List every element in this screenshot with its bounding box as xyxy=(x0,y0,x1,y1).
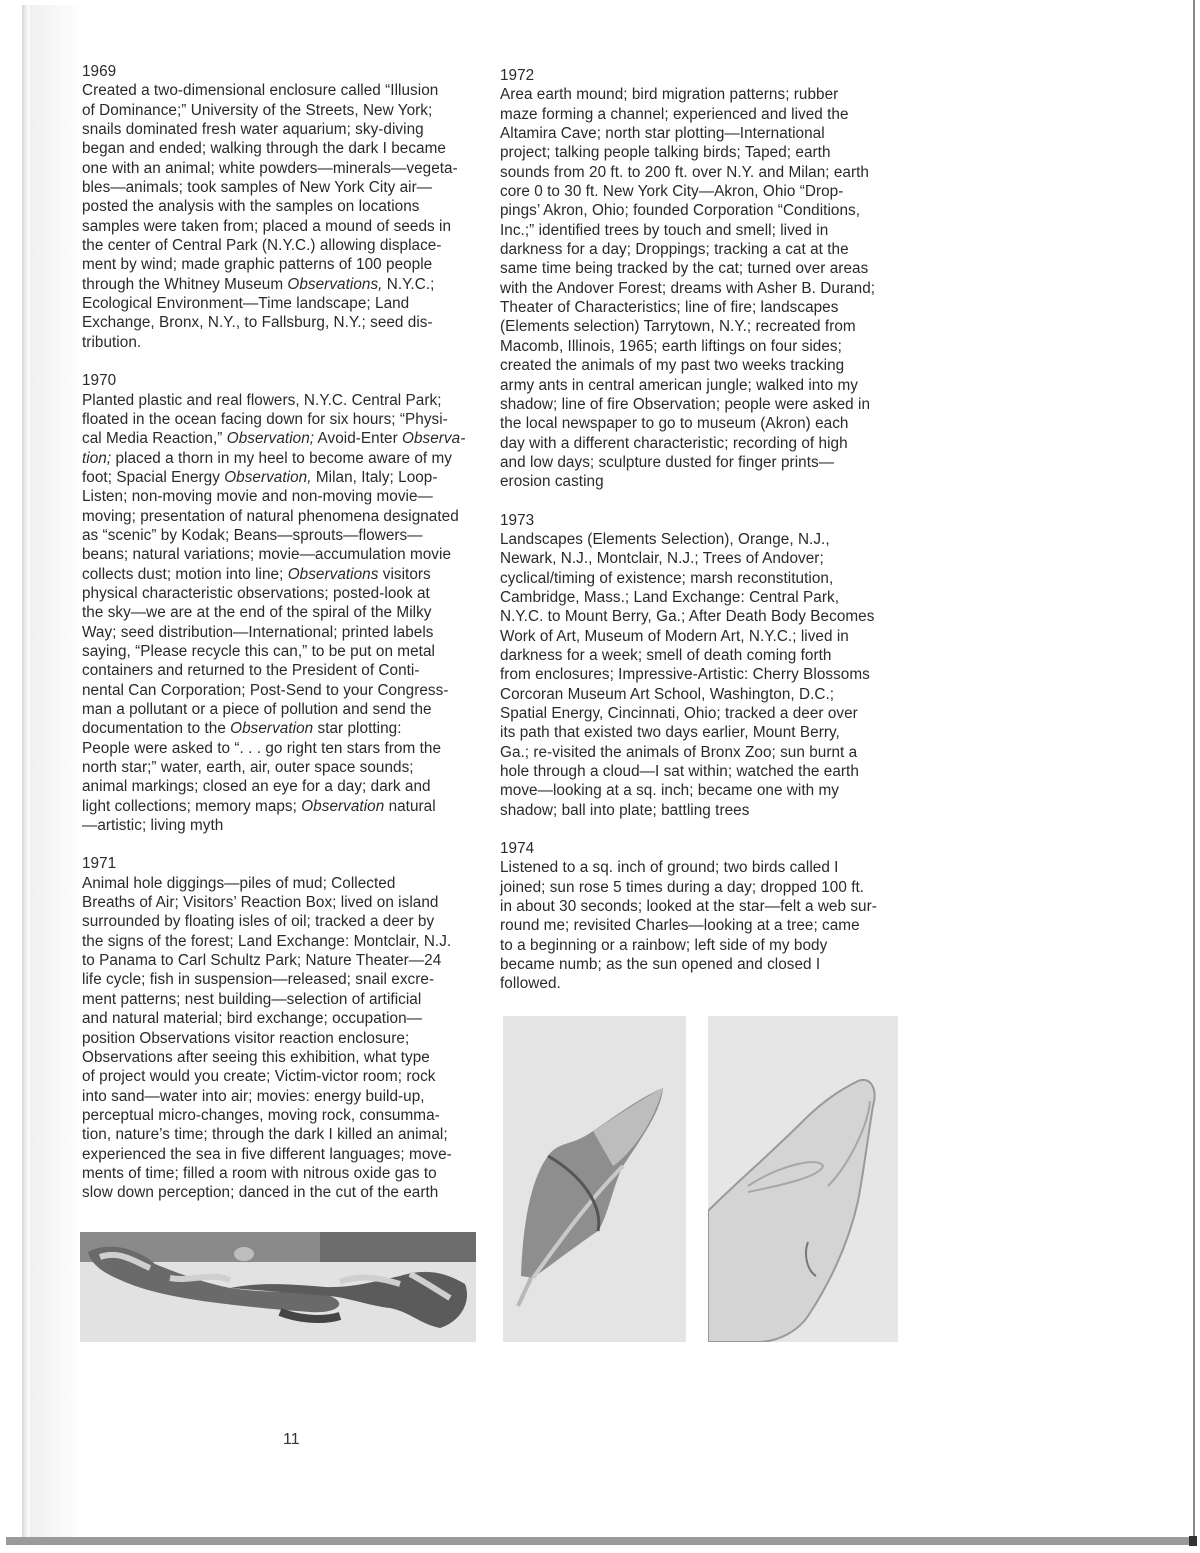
entry-text-line: followed. xyxy=(500,975,561,993)
chronology-entry-1973 xyxy=(500,511,912,821)
entry-text-line: north star;” water, earth, air, outer space sounds; xyxy=(82,759,414,777)
entry-text-line: nental Can Corporation; Post-Send to your Congress- xyxy=(82,681,449,699)
entry-text-line: position Observations visitor reaction enclosure; xyxy=(82,1029,410,1047)
entry-text-line: the sky—we are at the end of the spiral of the Milky xyxy=(82,604,432,622)
sculpture-image-icon xyxy=(80,1232,476,1342)
entry-text-line: life cycle; fish in suspension—released; snail excre- xyxy=(82,971,435,989)
entry-text-line: cyclical/timing of existence; marsh reconstitution, xyxy=(500,569,834,587)
entry-text-line: beans; natural variations; movie—accumulation movie xyxy=(82,546,452,564)
entry-text-line: Spatial Energy, Cincinnati, Ohio; tracked a deer over xyxy=(500,705,858,722)
entry-text-line: move—looking at a sq. inch; became one with my xyxy=(500,782,839,800)
leaf-image-icon xyxy=(503,1016,686,1342)
entry-text-line: one with an animal; white powders—minerals—vegeta- xyxy=(82,159,458,177)
page-right-edge xyxy=(1193,0,1195,1545)
chronology-entry-1972 xyxy=(500,66,912,492)
entry-year: 1972 xyxy=(500,67,535,84)
entry-text-line: army ants in central american jungle; walked into my xyxy=(500,376,858,394)
entry-text-line: to a beginning or a rainbow; left side of my body xyxy=(500,936,828,954)
entry-text-line: People were asked to “. . . go right ten stars from the xyxy=(82,739,441,757)
entry-text-line: foot; Spacial Energy Observation, Milan, Italy; Loop- xyxy=(82,468,438,486)
entry-text-line: floated in the ocean facing down for six hours; “Physi- xyxy=(82,410,448,428)
entry-text-line: tribution. xyxy=(82,333,142,351)
entry-text-line: tion, nature’s time; through the dark I killed an animal; xyxy=(82,1126,448,1144)
page-binding-edge xyxy=(22,5,30,1545)
hand-photo xyxy=(708,1016,898,1342)
entry-text-line: its path that existed two days earlier, Mount Berry, xyxy=(500,724,840,742)
entry-text-line: sounds from 20 ft. to 200 ft. over N.Y. and Milan; earth xyxy=(500,163,869,181)
entry-text-line: from enclosures; Impressive-Artistic: Cherry Blossoms xyxy=(500,666,870,684)
page-bottom-margin xyxy=(6,1545,1200,1553)
entry-text-line: Way; seed distribution—International; printed labels xyxy=(82,623,434,641)
entry-text-line: same time being tracked by the cat; turned over areas xyxy=(500,260,869,278)
entry-text-line: pings’ Akron, Ohio; founded Corporation “Conditions, xyxy=(500,202,861,220)
entry-text-line: hole through a cloud—I sat within; watched the earth xyxy=(500,763,859,781)
leaf-photo xyxy=(503,1016,686,1342)
page-corner xyxy=(1189,1536,1197,1546)
entry-text-line: Altamira Cave; north star plotting—International xyxy=(500,125,825,143)
entry-text-line: collects dust; motion into line; Observations visitors xyxy=(82,565,431,583)
entry-text-line: of project would you create; Victim-victor room; rock xyxy=(82,1068,436,1086)
entry-year: 1970 xyxy=(82,372,117,390)
entry-text-line: documentation to the Observation star plotting: xyxy=(82,720,402,738)
entry-text-line: Ga.; re-visited the animals of Bronx Zoo; sun burnt a xyxy=(500,743,858,761)
entry-text-line: bles—animals; took samples of New York City air— xyxy=(82,179,433,197)
entry-text-line: day with a different characteristic; recording of high xyxy=(500,434,848,452)
entry-text-line: saying, “Please recycle this can,” to be put on metal xyxy=(82,642,435,660)
entry-text-line: Cambridge, Mass.; Land Exchange: Central Park, xyxy=(500,588,839,606)
entry-text-line: in about 30 seconds; looked at the star—felt a web sur- xyxy=(500,898,877,916)
entry-text-line: Observations after seeing this exhibition, what type xyxy=(82,1048,430,1066)
entry-text-line: Theater of Characteristics; line of fire; landscapes xyxy=(500,299,839,317)
entry-text-line: shadow; line of fire Observation; people were asked in xyxy=(500,395,871,413)
entry-text-line: and natural material; bird exchange; occupation— xyxy=(82,1010,422,1028)
entry-text-line: darkness for a day; Droppings; tracking a cat at the xyxy=(500,241,849,259)
entry-year: 1971 xyxy=(82,855,117,873)
hand-image-icon xyxy=(708,1016,898,1342)
entry-text-line: Planted plastic and real flowers, N.Y.C. Central Park; xyxy=(82,391,442,409)
entry-text-line: ments of time; filled a room with nitrous oxide gas to xyxy=(82,1164,437,1182)
entry-text-line: ment patterns; nest building—selection of artificial xyxy=(82,990,422,1008)
entry-text-line: Inc.;” identified trees by touch and smell; lived in xyxy=(500,221,829,239)
page-bottom-edge xyxy=(6,1537,1196,1545)
entry-text-line: through the Whitney Museum Observations, N.Y.C.; xyxy=(82,275,435,293)
entry-text-line: posted the analysis with the samples on locations xyxy=(82,198,420,216)
chronology-entry-1969 xyxy=(82,62,494,352)
entry-text-line: experienced the sea in five different languages; move- xyxy=(82,1145,452,1163)
entry-text-line: Breaths of Air; Visitors’ Reaction Box; lived on island xyxy=(82,894,439,912)
entry-text-line: physical characteristic observations; posted-look at xyxy=(82,584,430,602)
right-text-column xyxy=(500,66,912,1013)
entry-text-line: Corcoran Museum Art School, Washington, D.C.; xyxy=(500,685,835,703)
entry-text-line: Created a two-dimensional enclosure called “Illusion xyxy=(82,82,439,100)
italic-title: tion; xyxy=(82,449,112,467)
entry-text-line: became numb; as the sun opened and closed I xyxy=(500,956,821,974)
page-number: 11 xyxy=(283,1431,300,1448)
entry-text-line: cal Media Reaction,” Observation; Avoid-Enter Observa- xyxy=(82,430,466,448)
chronology-entry-1970 xyxy=(82,371,494,835)
entry-text-line: moving; presentation of natural phenomena designated xyxy=(82,507,459,525)
entry-text-line: to Panama to Carl Schultz Park; Nature Theater—24 xyxy=(82,952,442,970)
entry-year: 1973 xyxy=(500,511,535,529)
left-text-column xyxy=(82,62,494,1222)
entry-text-line: Newark, N.J., Montclair, N.J.; Trees of Andover; xyxy=(500,550,824,568)
entry-text-line: erosion casting xyxy=(500,473,604,491)
entry-year: 1974 xyxy=(500,840,535,858)
entry-text-line: began and ended; walking through the dark I became xyxy=(82,140,446,158)
entry-text-line: Exchange, Bronx, N.Y., to Fallsburg, N.Y.; seed dis- xyxy=(82,314,433,332)
entry-text-line: Animal hole diggings—piles of mud; Collected xyxy=(82,874,396,892)
entry-text-line: project; talking people talking birds; Taped; earth xyxy=(500,144,831,162)
entry-text-line: containers and returned to the President of Conti- xyxy=(82,662,420,680)
entry-year: 1969 xyxy=(82,63,117,80)
entry-text-line: N.Y.C. to Mount Berry, Ga.; After Death Body Becomes xyxy=(500,608,875,626)
entry-text-line: slow down perception; danced in the cut of the earth xyxy=(82,1184,439,1202)
italic-title: Observa- xyxy=(402,430,466,448)
entry-text-line: perceptual micro-changes, moving rock, consumma- xyxy=(82,1106,440,1124)
chronology-entry-1974 xyxy=(500,839,912,994)
entry-text-line: Area earth mound; bird migration patterns; rubber xyxy=(500,86,839,104)
italic-title: Observation xyxy=(301,797,385,815)
entry-text-line: created the animals of my past two weeks tracking xyxy=(500,357,845,375)
entry-text-line: Listened to a sq. inch of ground; two birds called I xyxy=(500,859,839,877)
entry-text-line: tion; placed a thorn in my heel to become aware of my xyxy=(82,449,452,467)
entry-text-line: joined; sun rose 5 times during a day; dropped 100 ft. xyxy=(500,878,865,896)
entry-text-line: man a pollutant or a piece of pollution and send the xyxy=(82,701,432,718)
entry-text-line: snails dominated fresh water aquarium; sky-diving xyxy=(82,121,424,139)
entry-text-line: animal markings; closed an eye for a day; dark and xyxy=(82,778,431,796)
entry-text-line: as “scenic” by Kodak; Beans—sprouts—flowers— xyxy=(82,526,423,544)
page-shadow xyxy=(30,5,85,1540)
entry-text-line: the local newspaper to go to museum (Akron) each xyxy=(500,415,849,433)
entry-text-line: maze forming a channel; experienced and lived the xyxy=(500,105,849,123)
italic-title: Observation, xyxy=(224,468,312,486)
entry-text-line: shadow; ball into plate; battling trees xyxy=(500,801,750,819)
entry-text-line: darkness for a week; smell of death coming forth xyxy=(500,646,832,664)
entry-text-line: with the Andover Forest; dreams with Asher B. Durand; xyxy=(500,279,876,297)
entry-text-line: Landscapes (Elements Selection), Orange, N.J., xyxy=(500,530,830,548)
italic-title: Observation xyxy=(230,720,314,738)
entry-text-line: Ecological Environment—Time landscape; Land xyxy=(82,295,410,313)
italic-title: Observation; xyxy=(226,430,315,448)
entry-text-line: and low days; sculpture dusted for finger prints— xyxy=(500,453,835,471)
entry-text-line: —artistic; living myth xyxy=(82,817,224,835)
italic-title: Observations, xyxy=(287,275,383,293)
entry-text-line: surrounded by floating isles of oil; tracked a deer by xyxy=(82,913,435,931)
entry-text-line: Work of Art, Museum of Modern Art, N.Y.C.; lived in xyxy=(500,627,849,645)
entry-text-line: ment by wind; made graphic patterns of 100 people xyxy=(82,256,433,274)
chronology-entry-1971 xyxy=(82,854,494,1202)
entry-text-line: Listen; non-moving movie and non-moving movie— xyxy=(82,488,433,506)
entry-text-line: round me; revisited Charles—looking at a tree; came xyxy=(500,917,860,935)
entry-text-line: of Dominance;” University of the Streets, New York; xyxy=(82,101,433,119)
entry-text-line: the signs of the forest; Land Exchange: Montclair, N.J. xyxy=(82,932,452,950)
entry-text-line: Macomb, Illinois, 1965; earth liftings on four sides; xyxy=(500,337,842,355)
sculpture-photo xyxy=(80,1232,476,1342)
entry-text-line: (Elements selection) Tarrytown, N.Y.; recreated from xyxy=(500,318,856,336)
entry-text-line: light collections; memory maps; Observation natural xyxy=(82,797,436,815)
italic-title: Observations xyxy=(287,565,379,583)
entry-text-line: samples were taken from; placed a mound of seeds in xyxy=(82,217,452,235)
entry-text-line: core 0 to 30 ft. New York City—Akron, Ohio “Drop- xyxy=(500,183,844,201)
entry-text-line: into sand—water into air; movies: energy build-up, xyxy=(82,1087,425,1105)
entry-text-line: the center of Central Park (N.Y.C.) allowing displace- xyxy=(82,237,442,255)
